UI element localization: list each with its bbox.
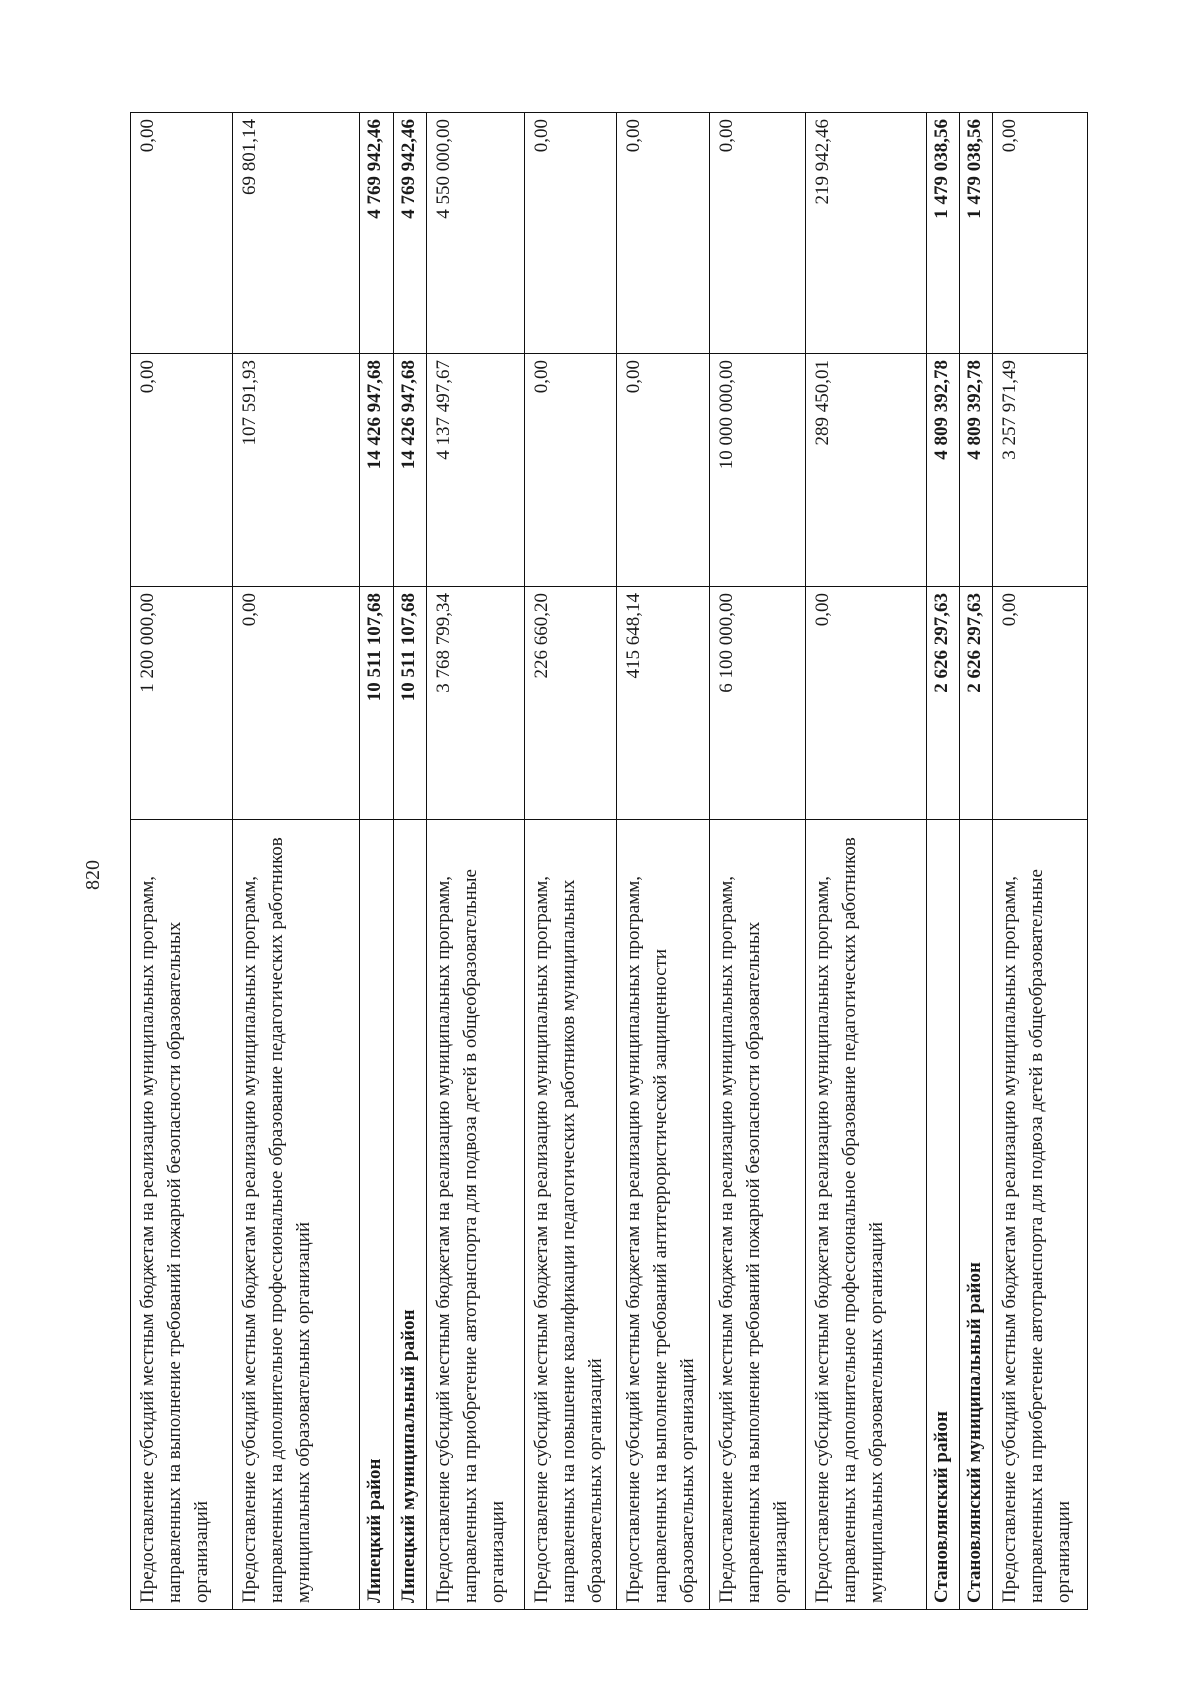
table-row — [993, 113, 1088, 1610]
table-row-subtotal — [393, 113, 426, 1610]
row-label: Предоставление субсидий местным бюджетам на реализацию муниципальных программ, направленных на дополнительное профессиональное образование педагогических работников муниципальных образовательных организаций — [232, 820, 360, 1610]
row-value-1: 10 511 107,68 — [360, 587, 393, 820]
row-label: Предоставление субсидий местным бюджетам на реализацию муниципальных программ, направленных на выполнение требований пожарной безопасности образовательных организаций — [131, 820, 233, 1610]
row-value-2: 107 591,93 — [232, 354, 360, 587]
row-label: Предоставление субсидий местным бюджетам на реализацию муниципальных программ, направленных на дополнительное профессиональное образование педагогических работников муниципальных образовательных организаций — [805, 820, 926, 1610]
table-row — [710, 113, 805, 1610]
row-value-3: 4 550 000,00 — [426, 113, 525, 354]
budget-table — [130, 112, 1088, 1610]
row-value-3: 0,00 — [710, 113, 805, 354]
table-row-subtotal — [360, 113, 393, 1610]
row-value-3: 4 769 942,46 — [360, 113, 393, 354]
row-value-2: 0,00 — [131, 354, 233, 587]
row-value-3: 1 479 038,56 — [960, 113, 993, 354]
row-value-1: 10 511 107,68 — [393, 587, 426, 820]
row-value-3: 0,00 — [525, 113, 616, 354]
row-value-3: 1 479 038,56 — [927, 113, 960, 354]
row-value-1: 0,00 — [993, 587, 1088, 820]
row-value-2: 4 809 392,78 — [960, 354, 993, 587]
row-value-2: 289 450,01 — [805, 354, 926, 587]
row-value-3: 0,00 — [993, 113, 1088, 354]
row-value-2: 4 137 497,67 — [426, 354, 525, 587]
row-value-2: 10 000 000,00 — [710, 354, 805, 587]
row-value-1: 226 660,20 — [525, 587, 616, 820]
row-value-2: 4 809 392,78 — [927, 354, 960, 587]
table-row-subtotal — [927, 113, 960, 1610]
row-value-1: 6 100 000,00 — [710, 587, 805, 820]
row-label: Предоставление субсидий местным бюджетам на реализацию муниципальных программ, направленных на повышение квалификации педагогических работников муниципальных образовательных организаций — [525, 820, 616, 1610]
row-label: Предоставление субсидий местным бюджетам на реализацию муниципальных программ, направленных на приобретение автотранспорта для подвоза детей в общеобразовательные организации — [993, 820, 1088, 1610]
table-row-subtotal — [960, 113, 993, 1610]
row-value-3: 0,00 — [131, 113, 233, 354]
table-row — [426, 113, 525, 1610]
row-label: Предоставление субсидий местным бюджетам на реализацию муниципальных программ, направленных на выполнение требований антитеррористической защищенности образовательных организаций — [616, 820, 709, 1610]
row-value-3: 69 801,14 — [232, 113, 360, 354]
row-label: Предоставление субсидий местным бюджетам на реализацию муниципальных программ, направленных на приобретение автотранспорта для подвоза детей в общеобразовательные организации — [426, 820, 525, 1610]
row-value-2: 3 257 971,49 — [993, 354, 1088, 587]
row-value-2: 0,00 — [525, 354, 616, 587]
row-value-3: 4 769 942,46 — [393, 113, 426, 354]
row-value-1: 3 768 799,34 — [426, 587, 525, 820]
table-row — [805, 113, 926, 1610]
row-label: Становлянский муниципальный район — [960, 820, 993, 1610]
row-value-1: 415 648,14 — [616, 587, 709, 820]
row-label: Липецкий район — [360, 820, 393, 1610]
table-row — [525, 113, 616, 1610]
row-value-2: 14 426 947,68 — [360, 354, 393, 587]
table-row — [232, 113, 360, 1610]
row-value-1: 1 200 000,00 — [131, 587, 233, 820]
table-row — [616, 113, 709, 1610]
row-value-1: 2 626 297,63 — [927, 587, 960, 820]
row-value-3: 219 942,46 — [805, 113, 926, 354]
row-value-1: 0,00 — [232, 587, 360, 820]
row-label: Предоставление субсидий местным бюджетам на реализацию муниципальных программ, направленных на выполнение требований пожарной безопасности образовательных организаций — [710, 820, 805, 1610]
row-value-1: 2 626 297,63 — [960, 587, 993, 820]
row-value-3: 0,00 — [616, 113, 709, 354]
row-value-2: 14 426 947,68 — [393, 354, 426, 587]
row-value-1: 0,00 — [805, 587, 926, 820]
row-value-2: 0,00 — [616, 354, 709, 587]
rotated-table-wrapper — [130, 113, 1088, 1610]
table-row — [131, 113, 233, 1610]
row-label: Становлянский район — [927, 820, 960, 1610]
page-number: 820 — [82, 860, 104, 890]
row-label: Липецкий муниципальный район — [393, 820, 426, 1610]
